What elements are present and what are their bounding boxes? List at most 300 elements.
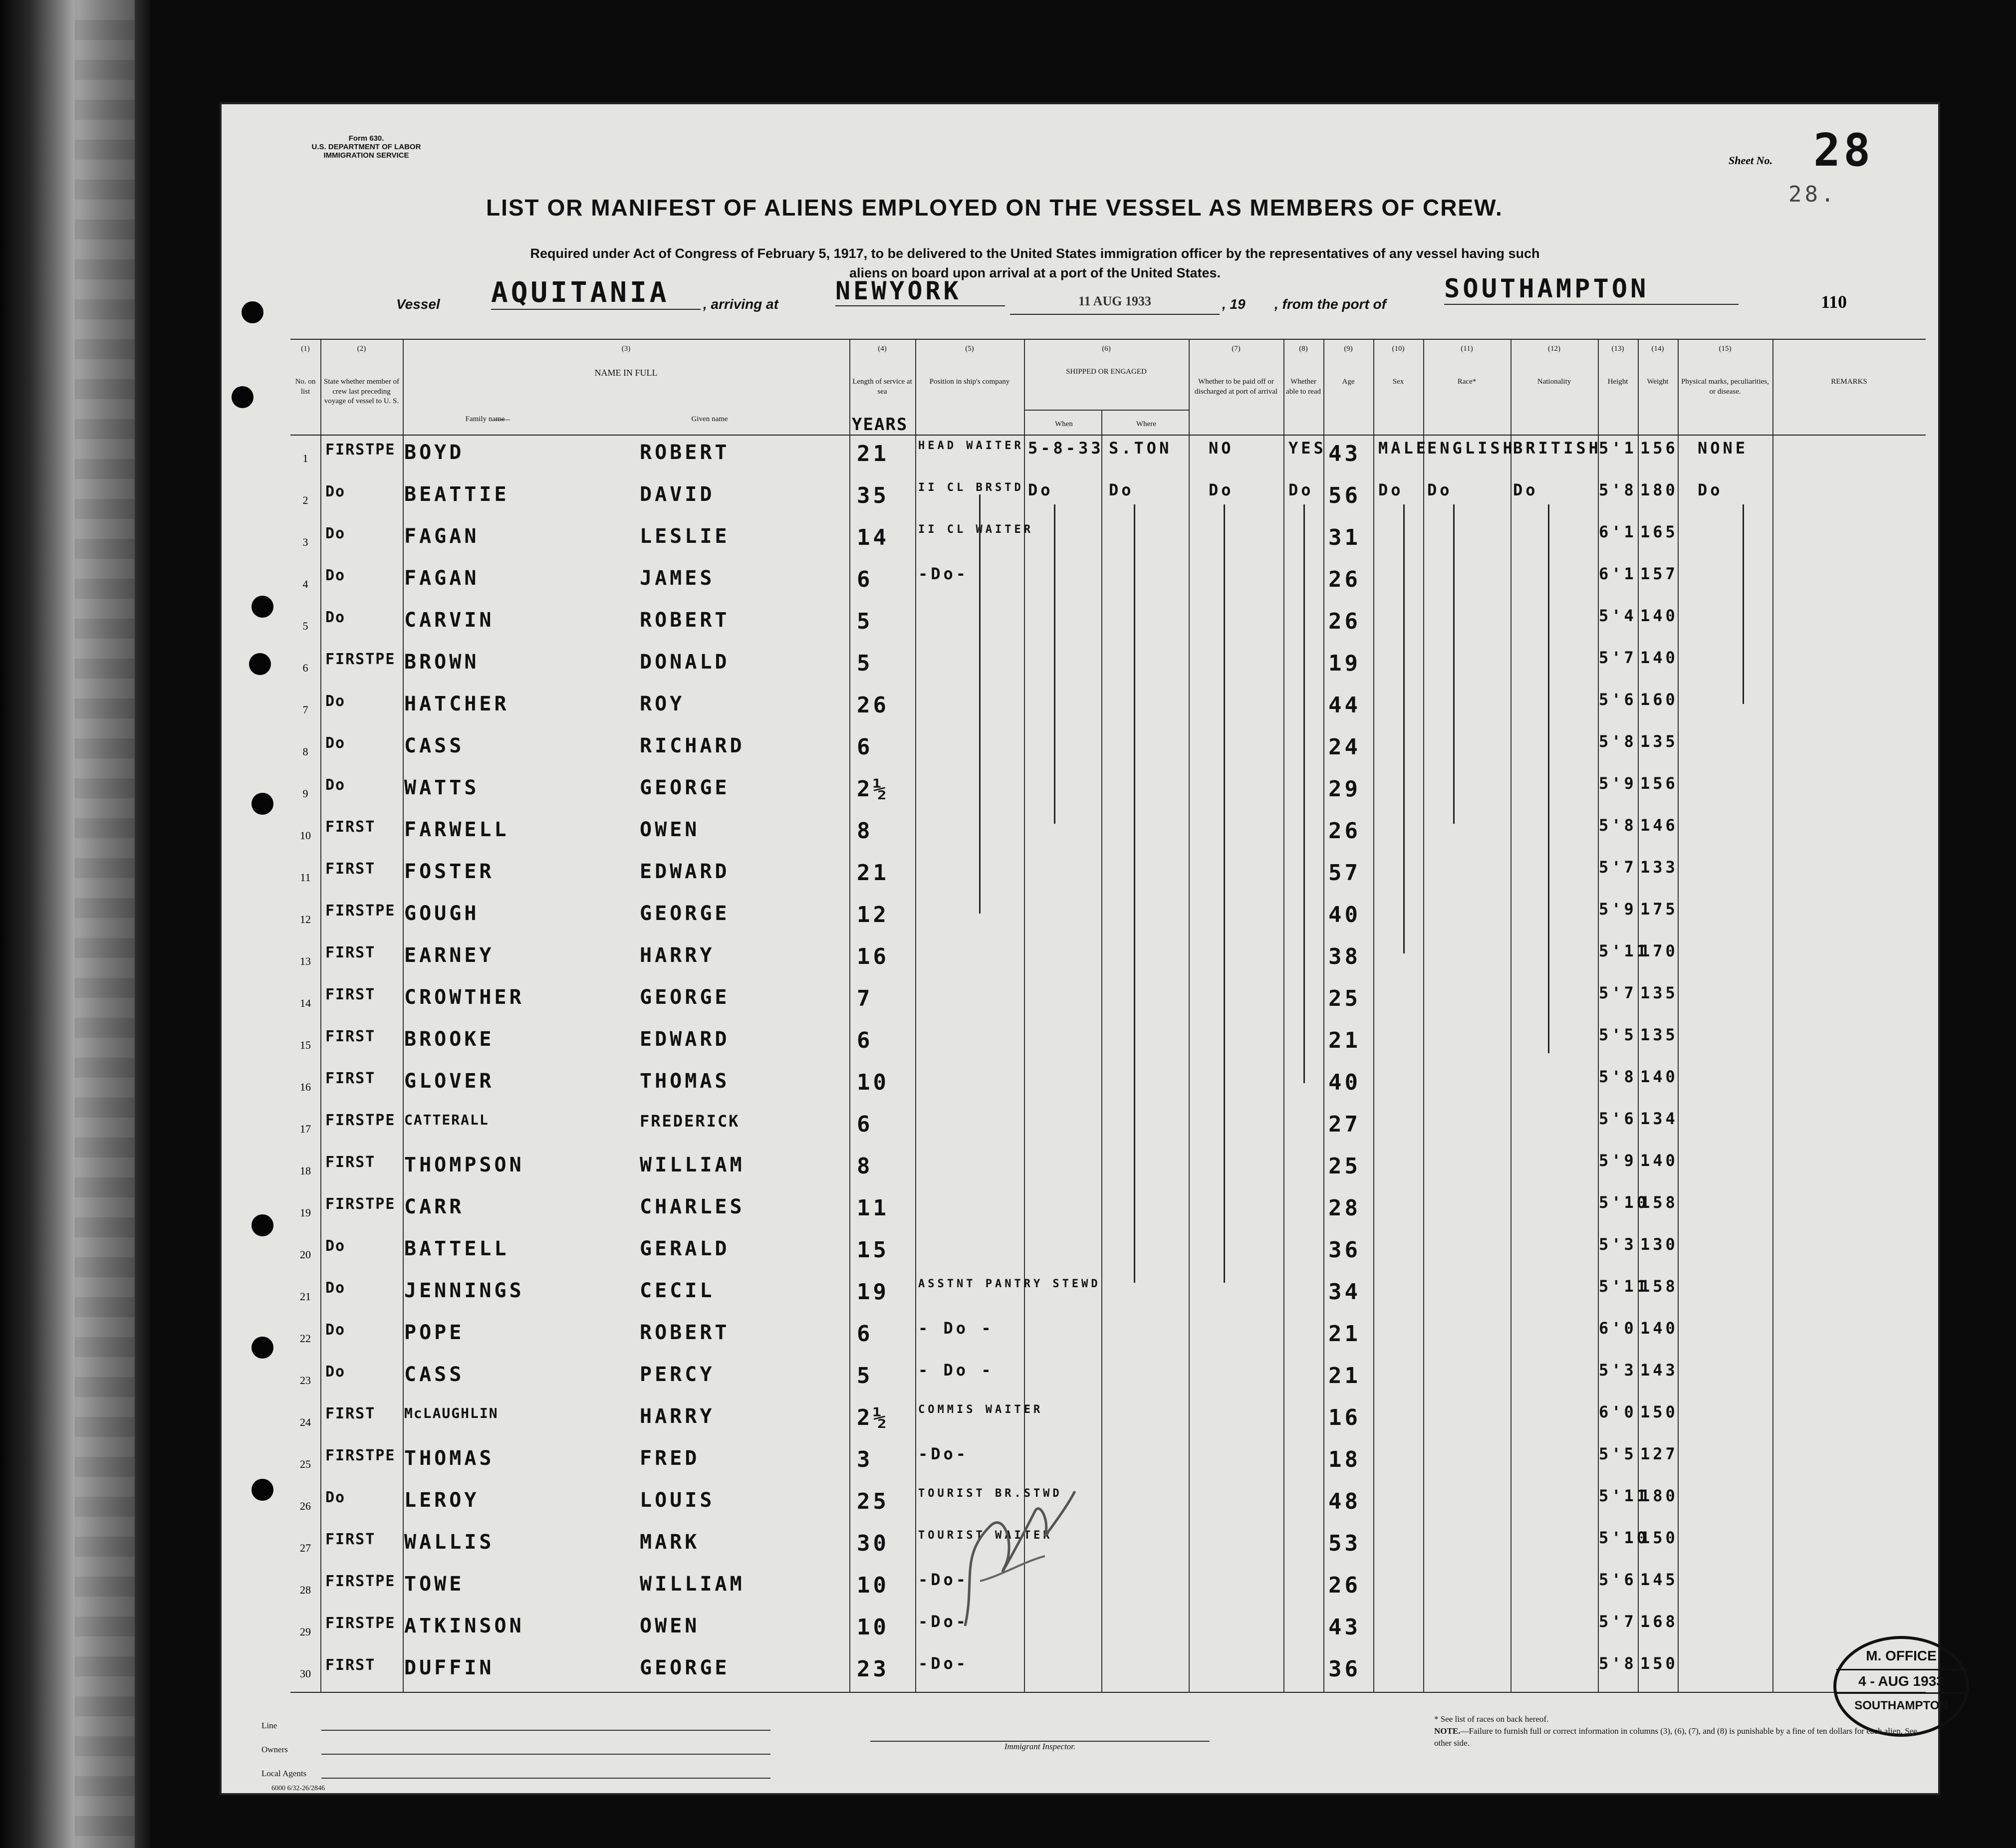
table-row — [290, 1359, 1926, 1397]
print-code: 6000 6/32-26/2846 — [271, 1785, 325, 1792]
header-divider — [290, 435, 1926, 436]
table-row — [290, 437, 1926, 475]
cell-family: CARVIN — [404, 609, 495, 632]
cell-height: 5'8 — [1599, 816, 1637, 835]
adjacent-page-strip — [75, 0, 135, 1848]
vessel-name: AQUITANIA — [491, 276, 701, 310]
stamp-top: M. OFFICE — [1866, 1648, 1937, 1663]
cell-family: DUFFIN — [404, 1656, 495, 1679]
cell-family: FOSTER — [404, 860, 495, 883]
cell-service: 8 — [857, 818, 873, 844]
cell-position: ASSTNT PANTRY STEWD — [918, 1278, 1101, 1290]
cell-marks: Do — [1698, 480, 1723, 499]
cell-weight: 168 — [1640, 1612, 1678, 1631]
column-number: (12) — [1548, 345, 1560, 353]
cell-voyage: Do — [325, 734, 346, 752]
column-header: Weight — [1647, 378, 1669, 386]
stamp-date: 4 - AUG 1933 — [1836, 1669, 1966, 1694]
cell-family: THOMAS — [404, 1447, 495, 1470]
cell-given: HARRY — [640, 944, 715, 967]
row-number: 27 — [300, 1542, 311, 1554]
cell-family: FAGAN — [404, 567, 480, 590]
cell-family: ATKINSON — [404, 1615, 524, 1637]
line-label: Line — [261, 1721, 277, 1730]
cell-read: Do — [1288, 480, 1314, 499]
row-number: 24 — [300, 1416, 311, 1428]
ditto-mark-line — [1134, 504, 1135, 1283]
cell-height: 5'9 — [1599, 1151, 1637, 1170]
punch-hole — [249, 653, 271, 675]
cell-service: 3 — [857, 1447, 873, 1472]
footer-line-row — [261, 1721, 840, 1745]
note-label: NOTE. — [1434, 1726, 1461, 1736]
cell-weight: 145 — [1640, 1570, 1678, 1589]
cell-given: WILLIAM — [640, 1154, 745, 1176]
cell-family: CROWTHER — [404, 986, 524, 1009]
cell-nationality: BRITISH — [1513, 439, 1601, 458]
note-text: —Failure to furnish full or correct information in columns (3), (6), (7), and (8) is punishable by a fine of ten dollars for each alien. See other side. — [1434, 1726, 1917, 1748]
table-row — [290, 982, 1926, 1020]
cell-height: 5'1 — [1599, 439, 1637, 458]
column-number: (15) — [1719, 345, 1732, 353]
cell-voyage: Do — [325, 1279, 346, 1297]
cell-voyage: FIRST — [325, 986, 376, 1003]
cell-age: 21 — [1328, 1363, 1361, 1388]
cell-position: TOURIST BR.STWD — [918, 1487, 1062, 1500]
cell-marks: NONE — [1698, 439, 1749, 458]
cell-weight: 165 — [1640, 522, 1678, 541]
cell-given: HARRY — [640, 1405, 715, 1428]
sheet-number: 28 — [1813, 124, 1874, 177]
punch-hole — [252, 1337, 273, 1359]
footer-notes — [1434, 1713, 1918, 1749]
cell-given: OWEN — [640, 1615, 700, 1637]
cell-service: 6 — [857, 567, 873, 592]
ditto-mark-line — [979, 494, 981, 914]
column-number: (14) — [1651, 345, 1664, 353]
cell-age: 29 — [1328, 776, 1361, 802]
column-header: Race* — [1457, 378, 1477, 386]
cell-voyage: FIRSTPE — [325, 1195, 396, 1213]
cell-weight: 150 — [1640, 1402, 1678, 1421]
cell-age: 43 — [1328, 441, 1361, 466]
table-row — [290, 1275, 1926, 1313]
cell-age: 36 — [1328, 1237, 1361, 1263]
cell-voyage: FIRSTPE — [325, 902, 396, 920]
cell-service: 23 — [857, 1656, 889, 1682]
cell-voyage: FIRST — [325, 818, 376, 836]
cell-given: CECIL — [640, 1279, 715, 1302]
cell-height: 5'7 — [1599, 983, 1637, 1002]
cell-position: - Do - — [918, 1361, 994, 1380]
column-header: No. on list — [295, 378, 316, 396]
cell-weight: 133 — [1640, 858, 1678, 877]
punch-hole — [252, 1479, 273, 1501]
cell-height: 6'0 — [1599, 1402, 1637, 1421]
row-number: 19 — [300, 1206, 311, 1219]
cell-height: 5'7 — [1599, 648, 1637, 667]
cell-weight: 150 — [1640, 1654, 1678, 1673]
footer-agents-row — [261, 1769, 840, 1785]
cell-voyage: FIRSTPE — [325, 1573, 396, 1590]
cell-weight: 135 — [1640, 1025, 1678, 1044]
cell-height: 5'3 — [1599, 1235, 1637, 1254]
row-number: 10 — [300, 829, 311, 842]
cell-family: FARWELL — [404, 818, 509, 841]
inspector-line — [870, 1741, 1210, 1752]
cell-position: -Do- — [918, 1570, 969, 1589]
row-number: 7 — [302, 703, 308, 716]
cell-given: FRED — [640, 1447, 700, 1470]
inspector-label: Immigrant Inspector. — [1004, 1742, 1076, 1751]
row-number: 8 — [302, 745, 308, 758]
cell-age: 27 — [1328, 1112, 1361, 1137]
row-number: 29 — [300, 1625, 311, 1638]
table-row — [290, 647, 1926, 685]
cell-service: 12 — [857, 902, 889, 927]
row-number: 25 — [300, 1458, 311, 1470]
row-number: 5 — [302, 620, 308, 632]
cell-age: 26 — [1328, 567, 1361, 592]
cell-age: 44 — [1328, 693, 1361, 718]
row-number: 12 — [300, 913, 311, 925]
cell-race: ENGLISH — [1427, 439, 1515, 458]
column-header: SHIPPED OR ENGAGED — [1066, 368, 1147, 376]
table-row — [290, 1569, 1926, 1607]
cell-height: 5'3 — [1599, 1361, 1637, 1380]
cell-age: 48 — [1328, 1489, 1361, 1514]
cell-service: 14 — [857, 525, 889, 550]
table-row — [290, 479, 1926, 517]
row-number: 17 — [300, 1123, 311, 1135]
column-number: (3) — [621, 345, 631, 353]
punch-hole — [242, 301, 263, 323]
cell-position: -Do- — [918, 1444, 969, 1463]
column-header: REMARKS — [1831, 378, 1867, 386]
table-row — [290, 1150, 1926, 1187]
cell-service: 6 — [857, 1112, 873, 1137]
cell-voyage: Do — [325, 1237, 346, 1255]
cell-service: 10 — [857, 1573, 889, 1598]
cell-sex: Do — [1378, 480, 1404, 499]
table-row — [290, 1024, 1926, 1062]
cell-height: 5'8 — [1599, 1067, 1637, 1086]
column-header: Length of service at sea — [852, 378, 912, 396]
cell-age: 26 — [1328, 609, 1361, 634]
cell-nationality: Do — [1513, 480, 1538, 499]
subtitle-line-1: Required under Act of Congress of February 5, 1917, to be delivered to the United States immigration officer by the representatives of any vessel having such — [530, 246, 1540, 261]
cell-family: POPE — [404, 1321, 465, 1344]
cell-voyage: Do — [325, 1489, 346, 1506]
cell-height: 5'6 — [1599, 1109, 1637, 1128]
arrival-date-stamp: 11 AUG 1933 — [1078, 294, 1151, 308]
cell-position: II CL BRSTD — [918, 481, 1024, 494]
row-number: 30 — [300, 1667, 311, 1680]
cell-weight: 130 — [1640, 1235, 1678, 1254]
cell-weight: 135 — [1640, 732, 1678, 751]
cell-height: 6'0 — [1599, 1319, 1637, 1338]
row-number: 4 — [302, 578, 308, 590]
cell-weight: 180 — [1640, 480, 1678, 499]
cell-age: 16 — [1328, 1405, 1361, 1430]
cell-given: DONALD — [640, 651, 730, 674]
table-row — [290, 563, 1926, 601]
cell-service: 35 — [857, 483, 889, 508]
cell-family: WATTS — [404, 776, 480, 799]
cell-weight: 156 — [1640, 774, 1678, 793]
ditto-mark-line — [1403, 504, 1405, 953]
cell-service: 30 — [857, 1531, 889, 1556]
ditto-mark-line — [1054, 504, 1055, 824]
cell-voyage: FIRST — [325, 1028, 376, 1045]
row-number: 15 — [300, 1039, 311, 1051]
cell-age: 53 — [1328, 1531, 1361, 1556]
stamp-bottom: SOUTHAMPTON — [1854, 1699, 1948, 1712]
table-row — [290, 1527, 1926, 1565]
cell-family: LEROY — [404, 1489, 480, 1512]
cell-age: 18 — [1328, 1447, 1361, 1472]
cell-voyage: FIRST — [325, 860, 376, 878]
manifest-page — [220, 102, 1948, 1795]
punch-hole — [252, 793, 273, 815]
row-number: 2 — [302, 494, 308, 506]
column-header: Sex — [1392, 378, 1404, 386]
cell-given: CHARLES — [640, 1195, 745, 1218]
cell-given: GEORGE — [640, 902, 730, 925]
cell-given: MARK — [640, 1531, 700, 1554]
cell-family: JENNINGS — [404, 1279, 524, 1302]
cell-given: EDWARD — [640, 860, 730, 883]
cell-height: 6'1 — [1599, 564, 1637, 583]
cell-service: 8 — [857, 1154, 873, 1179]
cell-age: 40 — [1328, 1070, 1361, 1095]
cell-given: ROBERT — [640, 609, 730, 632]
cell-weight: 158 — [1640, 1193, 1678, 1212]
cell-age: 36 — [1328, 1656, 1361, 1682]
arriving-port: NEWYORK — [835, 276, 1005, 306]
ditto-mark-line — [1224, 504, 1225, 1283]
page-reference: 110 — [1821, 292, 1847, 312]
cell-family: THOMPSON — [404, 1154, 524, 1176]
cell-weight: 175 — [1640, 900, 1678, 919]
cell-weight: 135 — [1640, 983, 1678, 1002]
cell-weight: 156 — [1640, 439, 1678, 458]
row-number: 20 — [300, 1248, 311, 1261]
cell-given: WILLIAM — [640, 1573, 745, 1596]
cell-voyage: FIRSTPE — [325, 441, 396, 459]
table-row — [290, 730, 1926, 768]
cell-weight: 140 — [1640, 606, 1678, 625]
cell-height: 5'7 — [1599, 858, 1637, 877]
shipped-subrule — [1024, 410, 1189, 411]
cell-service: 10 — [857, 1615, 889, 1640]
cell-weight: 170 — [1640, 941, 1678, 960]
column-number: (7) — [1232, 345, 1241, 353]
cell-family: GLOVER — [404, 1070, 495, 1093]
cell-given: OWEN — [640, 818, 700, 841]
column-header: Whether to be paid off or discharged at port of arrival — [1194, 378, 1278, 396]
cell-voyage: Do — [325, 567, 346, 584]
department-name: U.S. DEPARTMENT OF LABOR — [311, 143, 421, 151]
cell-height: 5'6 — [1599, 1570, 1637, 1589]
column-number: (10) — [1392, 345, 1405, 353]
cell-service: 15 — [857, 1237, 889, 1263]
table-row — [290, 1611, 1926, 1648]
cell-voyage: Do — [325, 525, 346, 542]
cell-position: - Do - — [918, 1319, 994, 1338]
cell-weight: 140 — [1640, 1151, 1678, 1170]
cell-weight: 140 — [1640, 1319, 1678, 1338]
cell-given: LESLIE — [640, 525, 730, 548]
cell-when: 5-8-33 — [1028, 439, 1104, 458]
cell-height: 5'9 — [1599, 900, 1637, 919]
cell-age: 26 — [1328, 818, 1361, 844]
cell-weight: 134 — [1640, 1109, 1678, 1128]
cell-age: 28 — [1328, 1195, 1361, 1221]
cell-service: 5 — [857, 1363, 873, 1388]
cell-given: RICHARD — [640, 734, 745, 757]
cell-voyage: FIRST — [325, 1531, 376, 1548]
row-number: 28 — [300, 1584, 311, 1596]
subheader-given-name: Given name — [691, 415, 728, 423]
cell-age: 26 — [1328, 1573, 1361, 1598]
row-number: 13 — [300, 955, 311, 967]
cell-given: ROY — [640, 693, 685, 715]
ditto-mark-line — [1743, 504, 1744, 704]
cell-voyage: FIRSTPE — [325, 1112, 396, 1129]
service-name: IMMIGRATION SERVICE — [323, 151, 409, 160]
table-row — [290, 1317, 1926, 1355]
owners-blank — [321, 1754, 770, 1755]
cell-given: GEORGE — [640, 1656, 730, 1679]
cell-age: 19 — [1328, 651, 1361, 676]
cell-position: -Do- — [918, 1654, 969, 1673]
column-number: (9) — [1344, 345, 1353, 353]
ditto-mark-line — [1303, 504, 1305, 1083]
form-info — [266, 134, 466, 160]
footer-left — [261, 1721, 840, 1793]
punch-hole — [252, 1214, 273, 1236]
cell-given: LOUIS — [640, 1489, 715, 1512]
year-label: , 19 — [1222, 296, 1246, 312]
cell-height: 5'10 — [1599, 1528, 1650, 1547]
subheader-when: When — [1055, 420, 1073, 428]
cell-height: 5'8 — [1599, 1654, 1637, 1673]
cell-family: TOWE — [404, 1573, 465, 1596]
cell-height: 5'11 — [1599, 941, 1650, 960]
table-row — [290, 1233, 1926, 1271]
cell-position: -Do- — [918, 564, 969, 583]
cell-voyage: Do — [325, 1363, 346, 1381]
cell-height: 5'5 — [1599, 1025, 1637, 1044]
sheet-label: Sheet No. — [1729, 154, 1772, 167]
cell-family: BATTELL — [404, 1237, 509, 1260]
table-row — [290, 940, 1926, 978]
cell-position: HEAD WAITER — [918, 440, 1024, 452]
cell-family: BEATTIE — [404, 483, 509, 506]
vessel-label: Vessel — [396, 296, 440, 312]
cell-paid: Do — [1209, 480, 1234, 499]
cell-age: 38 — [1328, 944, 1361, 969]
cell-voyage: Do — [325, 483, 346, 500]
cell-family: CASS — [404, 1363, 465, 1386]
cell-family: CARR — [404, 1195, 465, 1218]
cell-given: THOMAS — [640, 1070, 730, 1093]
agents-label: Local Agents — [261, 1769, 307, 1778]
cell-voyage: Do — [325, 609, 346, 626]
cell-family: GOUGH — [404, 902, 480, 925]
cell-family: EARNEY — [404, 944, 495, 967]
column-header: Height — [1607, 378, 1628, 386]
inspector-signature — [945, 1481, 1085, 1631]
years-note: YEARS — [852, 415, 908, 435]
cell-voyage: FIRST — [325, 1070, 376, 1087]
column-number: (11) — [1461, 345, 1473, 353]
cell-family: CASS — [404, 734, 465, 757]
cell-weight: 143 — [1640, 1361, 1678, 1380]
cell-weight: 157 — [1640, 564, 1678, 583]
cell-height: 5'11 — [1599, 1277, 1650, 1296]
column-number: (2) — [357, 345, 366, 353]
column-number: (4) — [878, 345, 887, 353]
cell-position: II CL WAITER — [918, 523, 1033, 536]
cell-given: ROBERT — [640, 1321, 730, 1344]
cell-height: 5'7 — [1599, 1612, 1637, 1631]
cell-service: 5 — [857, 609, 873, 634]
column-number: (6) — [1102, 345, 1111, 353]
table-row — [290, 521, 1926, 559]
cell-family: WALLIS — [404, 1531, 495, 1554]
cell-paid: NO — [1209, 439, 1234, 458]
cell-voyage: FIRST — [325, 1154, 376, 1171]
table-row — [290, 1485, 1926, 1523]
date-blank — [1010, 294, 1220, 315]
cell-service: 21 — [857, 441, 889, 466]
row-number: 23 — [300, 1374, 311, 1386]
form-number: Form 630. — [348, 134, 384, 143]
row-number: 9 — [302, 787, 308, 800]
cell-height: 6'1 — [1599, 522, 1637, 541]
cell-voyage: FIRSTPE — [325, 1615, 396, 1632]
cell-given: PERCY — [640, 1363, 715, 1386]
cell-service: 10 — [857, 1070, 889, 1095]
cell-family: BROWN — [404, 651, 480, 674]
column-header: Nationality — [1537, 378, 1571, 386]
cell-race: Do — [1427, 480, 1453, 499]
cell-age: 56 — [1328, 483, 1361, 508]
column-header: Physical marks, peculiarities, or disease. — [1681, 378, 1769, 396]
from-label: , from the port of — [1274, 296, 1386, 312]
fine-note — [1434, 1725, 1918, 1749]
row-number: 3 — [302, 536, 308, 548]
row-number: 22 — [300, 1332, 311, 1345]
cell-height: 5'5 — [1599, 1444, 1637, 1463]
cell-given: GERALD — [640, 1237, 730, 1260]
cell-given: ROBERT — [640, 441, 730, 464]
row-number: 26 — [300, 1500, 311, 1512]
cell-weight: 158 — [1640, 1277, 1678, 1296]
table-row — [290, 1108, 1926, 1146]
cell-age: 57 — [1328, 860, 1361, 886]
cell-voyage: FIRST — [325, 1656, 376, 1674]
cell-position: -Do- — [918, 1612, 969, 1631]
column-header: State whether member of crew last preceding voyage of vessel to U. S. — [323, 378, 400, 405]
line-blank — [321, 1730, 770, 1731]
sheet-number-pencil: 28. — [1788, 182, 1837, 207]
column-number: (1) — [301, 345, 310, 353]
table-row — [290, 814, 1926, 852]
table-row — [290, 1191, 1926, 1229]
